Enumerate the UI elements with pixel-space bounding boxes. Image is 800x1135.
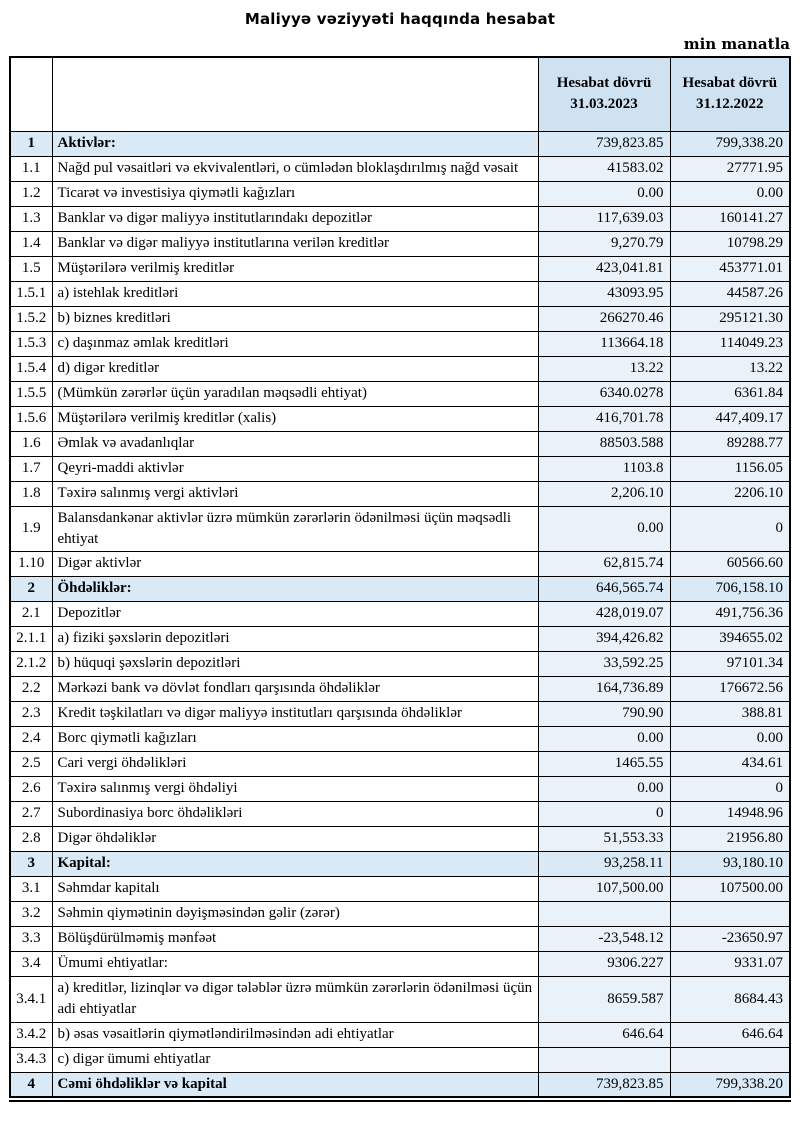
row-number: 3.1 bbox=[10, 877, 52, 902]
row-number: 1.5.4 bbox=[10, 356, 52, 381]
row-number: 3 bbox=[10, 852, 52, 877]
table-row bbox=[10, 331, 790, 356]
table-row bbox=[10, 627, 790, 652]
table-row bbox=[10, 431, 790, 456]
row-value-period-2: 60566.60 bbox=[670, 552, 790, 577]
row-value-period-2: 107500.00 bbox=[670, 877, 790, 902]
row-number: 2.3 bbox=[10, 702, 52, 727]
row-value-period-2: 9331.07 bbox=[670, 952, 790, 977]
row-number: 2.2 bbox=[10, 677, 52, 702]
table-row bbox=[10, 902, 790, 927]
row-label: Kredit təşkilatları və digər maliyyə institutları qarşısında öhdəliklər bbox=[52, 702, 538, 727]
row-value-period-1: 423,041.81 bbox=[538, 256, 670, 281]
financial-position-table bbox=[9, 56, 791, 1098]
row-value-period-2: 13.22 bbox=[670, 356, 790, 381]
row-label: Depozitlər bbox=[52, 602, 538, 627]
table-row bbox=[10, 456, 790, 481]
row-value-period-2: 27771.95 bbox=[670, 156, 790, 181]
row-value-period-1 bbox=[538, 1047, 670, 1072]
table-row bbox=[10, 552, 790, 577]
row-value-period-1: 646,565.74 bbox=[538, 577, 670, 602]
row-value-period-1: 33,592.25 bbox=[538, 652, 670, 677]
row-number: 1.5.5 bbox=[10, 381, 52, 406]
row-value-period-1: 8659.587 bbox=[538, 977, 670, 1023]
row-value-period-1: 1103.8 bbox=[538, 456, 670, 481]
row-value-period-2: 10798.29 bbox=[670, 231, 790, 256]
row-label: Əmlak və avadanlıqlar bbox=[52, 431, 538, 456]
table-row bbox=[10, 702, 790, 727]
row-number: 2.7 bbox=[10, 802, 52, 827]
row-number: 1 bbox=[10, 131, 52, 156]
row-label: d) digər kreditlər bbox=[52, 356, 538, 381]
row-value-period-2 bbox=[670, 1047, 790, 1072]
row-value-period-2: 14948.96 bbox=[670, 802, 790, 827]
section-row bbox=[10, 577, 790, 602]
row-value-period-1: 0.00 bbox=[538, 777, 670, 802]
period-1-caption: Hesabat dövrü bbox=[556, 74, 652, 91]
table-body bbox=[10, 131, 790, 1097]
row-number: 2.1.2 bbox=[10, 652, 52, 677]
row-label: Cəmi öhdəliklər və kapital bbox=[52, 1072, 538, 1097]
row-label: Banklar və digər maliyyə institutlarına verilən kreditlər bbox=[52, 231, 538, 256]
row-label: a) fiziki şəxslərin depozitləri bbox=[52, 627, 538, 652]
table-row bbox=[10, 777, 790, 802]
row-label: b) hüquqi şəxslərin depozitləri bbox=[52, 652, 538, 677]
row-value-period-2: 0.00 bbox=[670, 727, 790, 752]
table-row bbox=[10, 927, 790, 952]
row-label: Kapital: bbox=[52, 852, 538, 877]
row-label: Cari vergi öhdəlikləri bbox=[52, 752, 538, 777]
row-number: 2.6 bbox=[10, 777, 52, 802]
column-header-period-2 bbox=[670, 57, 790, 131]
row-number: 1.8 bbox=[10, 481, 52, 506]
row-value-period-1: 646.64 bbox=[538, 1022, 670, 1047]
row-value-period-1: 428,019.07 bbox=[538, 602, 670, 627]
row-number: 1.5.3 bbox=[10, 331, 52, 356]
row-value-period-2: 160141.27 bbox=[670, 206, 790, 231]
row-number: 1.5 bbox=[10, 256, 52, 281]
row-number: 2.4 bbox=[10, 727, 52, 752]
row-label: Təxirə salınmış vergi aktivləri bbox=[52, 481, 538, 506]
row-number: 1.2 bbox=[10, 181, 52, 206]
table-row bbox=[10, 306, 790, 331]
unit-note: min manatla bbox=[683, 35, 790, 53]
row-value-period-1: 9306.227 bbox=[538, 952, 670, 977]
row-value-period-2: 176672.56 bbox=[670, 677, 790, 702]
row-value-period-2: 434.61 bbox=[670, 752, 790, 777]
row-value-period-1: 394,426.82 bbox=[538, 627, 670, 652]
row-value-period-2: 6361.84 bbox=[670, 381, 790, 406]
row-value-period-2: 799,338.20 bbox=[670, 1072, 790, 1097]
row-label: Balansdankənar aktivlər üzrə mümkün zərərlərin ödənilməsi üçün məqsədli ehtiyat bbox=[52, 506, 538, 552]
row-number: 3.3 bbox=[10, 927, 52, 952]
row-value-period-2: 21956.80 bbox=[670, 827, 790, 852]
row-value-period-1: 6340.0278 bbox=[538, 381, 670, 406]
row-number: 3.4.1 bbox=[10, 977, 52, 1023]
row-number: 2.1 bbox=[10, 602, 52, 627]
table-row bbox=[10, 506, 790, 552]
table-row bbox=[10, 802, 790, 827]
row-value-period-2: 394655.02 bbox=[670, 627, 790, 652]
row-value-period-2: 8684.43 bbox=[670, 977, 790, 1023]
header-blank-label-cell bbox=[52, 57, 538, 131]
table-row bbox=[10, 677, 790, 702]
row-label: Subordinasiya borc öhdəlikləri bbox=[52, 802, 538, 827]
row-value-period-1: 13.22 bbox=[538, 356, 670, 381]
row-value-period-2: 1156.05 bbox=[670, 456, 790, 481]
table-row bbox=[10, 652, 790, 677]
row-value-period-1: 62,815.74 bbox=[538, 552, 670, 577]
row-label: (Mümkün zərərlər üçün yaradılan məqsədli ehtiyat) bbox=[52, 381, 538, 406]
row-number: 2 bbox=[10, 577, 52, 602]
row-value-period-2: 706,158.10 bbox=[670, 577, 790, 602]
row-number: 1.3 bbox=[10, 206, 52, 231]
row-label: Öhdəliklər: bbox=[52, 577, 538, 602]
row-number: 1.5.2 bbox=[10, 306, 52, 331]
row-value-period-1: 1465.55 bbox=[538, 752, 670, 777]
table-row bbox=[10, 877, 790, 902]
table-row bbox=[10, 977, 790, 1023]
row-value-period-1: 790.90 bbox=[538, 702, 670, 727]
row-label: Qeyri-maddi aktivlər bbox=[52, 456, 538, 481]
row-label: a) istehlak kreditləri bbox=[52, 281, 538, 306]
table-row bbox=[10, 752, 790, 777]
page-title: Maliyyə vəziyyəti haqqında hesabat bbox=[244, 10, 556, 28]
row-value-period-2: 0.00 bbox=[670, 181, 790, 206]
row-value-period-2: 447,409.17 bbox=[670, 406, 790, 431]
row-value-period-2 bbox=[670, 902, 790, 927]
table-row bbox=[10, 256, 790, 281]
table-row bbox=[10, 356, 790, 381]
row-number: 1.6 bbox=[10, 431, 52, 456]
row-value-period-1: 93,258.11 bbox=[538, 852, 670, 877]
row-value-period-1: 2,206.10 bbox=[538, 481, 670, 506]
row-value-period-1 bbox=[538, 902, 670, 927]
table-row bbox=[10, 727, 790, 752]
row-number: 1.7 bbox=[10, 456, 52, 481]
row-value-period-1: 739,823.85 bbox=[538, 131, 670, 156]
row-label: a) kreditlər, lizinqlər və digər tələblər üzrə mümkün zərərlərin ödənilməsi üçün adi ehtiyatlar bbox=[52, 977, 538, 1023]
row-label: Səhmin qiymətinin dəyişməsindən gəlir (zərər) bbox=[52, 902, 538, 927]
row-value-period-2: 646.64 bbox=[670, 1022, 790, 1047]
row-value-period-1: -23,548.12 bbox=[538, 927, 670, 952]
period-1-date: 31.03.2023 bbox=[570, 96, 638, 113]
row-value-period-2: 93,180.10 bbox=[670, 852, 790, 877]
row-value-period-1: 9,270.79 bbox=[538, 231, 670, 256]
row-value-period-2: 295121.30 bbox=[670, 306, 790, 331]
row-number: 3.4.3 bbox=[10, 1047, 52, 1072]
table-row bbox=[10, 181, 790, 206]
row-number: 1.10 bbox=[10, 552, 52, 577]
section-row bbox=[10, 131, 790, 156]
row-label: Mərkəzi bank və dövlət fondları qarşısında öhdəliklər bbox=[52, 677, 538, 702]
table-row bbox=[10, 952, 790, 977]
row-value-period-1: 88503.588 bbox=[538, 431, 670, 456]
row-value-period-2: 97101.34 bbox=[670, 652, 790, 677]
table-row bbox=[10, 281, 790, 306]
row-value-period-2: -23650.97 bbox=[670, 927, 790, 952]
row-value-period-2: 0 bbox=[670, 777, 790, 802]
row-value-period-2: 2206.10 bbox=[670, 481, 790, 506]
row-label: Ümumi ehtiyatlar: bbox=[52, 952, 538, 977]
row-number: 2.5 bbox=[10, 752, 52, 777]
period-2-caption: Hesabat dövrü bbox=[682, 74, 778, 91]
row-value-period-1: 416,701.78 bbox=[538, 406, 670, 431]
row-value-period-1: 113664.18 bbox=[538, 331, 670, 356]
row-label: Müştərilərə verilmiş kreditlər (xalis) bbox=[52, 406, 538, 431]
section-row bbox=[10, 1072, 790, 1097]
row-number: 2.8 bbox=[10, 827, 52, 852]
row-value-period-1: 0.00 bbox=[538, 181, 670, 206]
row-value-period-1: 117,639.03 bbox=[538, 206, 670, 231]
row-value-period-1: 0.00 bbox=[538, 727, 670, 752]
row-label: Banklar və digər maliyyə institutlarındakı depozitlər bbox=[52, 206, 538, 231]
row-label: Nağd pul vəsaitləri və ekvivalentləri, o cümlədən bloklaşdırılmış nağd vəsait bbox=[52, 156, 538, 181]
row-label: Bölüşdürülməmiş mənfəət bbox=[52, 927, 538, 952]
table-row bbox=[10, 231, 790, 256]
header-blank-number-cell bbox=[10, 57, 52, 131]
row-value-period-2: 114049.23 bbox=[670, 331, 790, 356]
row-value-period-2: 0 bbox=[670, 506, 790, 552]
row-value-period-2: 89288.77 bbox=[670, 431, 790, 456]
table-row bbox=[10, 602, 790, 627]
row-value-period-2: 491,756.36 bbox=[670, 602, 790, 627]
table-row bbox=[10, 1022, 790, 1047]
row-label: Səhmdar kapitalı bbox=[52, 877, 538, 902]
row-value-period-2: 388.81 bbox=[670, 702, 790, 727]
section-row bbox=[10, 852, 790, 877]
row-value-period-1: 164,736.89 bbox=[538, 677, 670, 702]
table-row bbox=[10, 406, 790, 431]
row-label: Müştərilərə verilmiş kreditlər bbox=[52, 256, 538, 281]
row-number: 1.5.1 bbox=[10, 281, 52, 306]
row-label: Digər öhdəliklər bbox=[52, 827, 538, 852]
row-label: Borc qiymətli kağızları bbox=[52, 727, 538, 752]
row-value-period-1: 0.00 bbox=[538, 506, 670, 552]
row-value-period-2: 799,338.20 bbox=[670, 131, 790, 156]
row-label: Aktivlər: bbox=[52, 131, 538, 156]
row-number: 1.5.6 bbox=[10, 406, 52, 431]
bottom-rule bbox=[9, 1100, 791, 1102]
row-number: 2.1.1 bbox=[10, 627, 52, 652]
table-row bbox=[10, 827, 790, 852]
row-label: b) əsas vəsaitlərin qiymətləndirilməsindən adi ehtiyatlar bbox=[52, 1022, 538, 1047]
table-row bbox=[10, 381, 790, 406]
row-number: 3.4 bbox=[10, 952, 52, 977]
row-value-period-1: 51,553.33 bbox=[538, 827, 670, 852]
row-number: 1.1 bbox=[10, 156, 52, 181]
row-label: c) daşınmaz əmlak kreditləri bbox=[52, 331, 538, 356]
column-header-period-1 bbox=[538, 57, 670, 131]
row-value-period-1: 266270.46 bbox=[538, 306, 670, 331]
row-number: 1.4 bbox=[10, 231, 52, 256]
row-value-period-2: 44587.26 bbox=[670, 281, 790, 306]
row-label: c) digər ümumi ehtiyatlar bbox=[52, 1047, 538, 1072]
row-label: b) biznes kreditləri bbox=[52, 306, 538, 331]
table-row bbox=[10, 206, 790, 231]
row-value-period-1: 41583.02 bbox=[538, 156, 670, 181]
table-row bbox=[10, 481, 790, 506]
table-row bbox=[10, 1047, 790, 1072]
row-label: Ticarət və investisiya qiymətli kağızları bbox=[52, 181, 538, 206]
row-number: 3.2 bbox=[10, 902, 52, 927]
row-label: Təxirə salınmış vergi öhdəliyi bbox=[52, 777, 538, 802]
row-value-period-1: 0 bbox=[538, 802, 670, 827]
table-header-row bbox=[10, 57, 790, 131]
period-2-date: 31.12.2022 bbox=[696, 96, 764, 113]
row-value-period-2: 453771.01 bbox=[670, 256, 790, 281]
row-value-period-1: 739,823.85 bbox=[538, 1072, 670, 1097]
row-number: 3.4.2 bbox=[10, 1022, 52, 1047]
row-number: 4 bbox=[10, 1072, 52, 1097]
row-value-period-1: 43093.95 bbox=[538, 281, 670, 306]
table-row bbox=[10, 156, 790, 181]
row-label: Digər aktivlər bbox=[52, 552, 538, 577]
row-number: 1.9 bbox=[10, 506, 52, 552]
row-value-period-1: 107,500.00 bbox=[538, 877, 670, 902]
